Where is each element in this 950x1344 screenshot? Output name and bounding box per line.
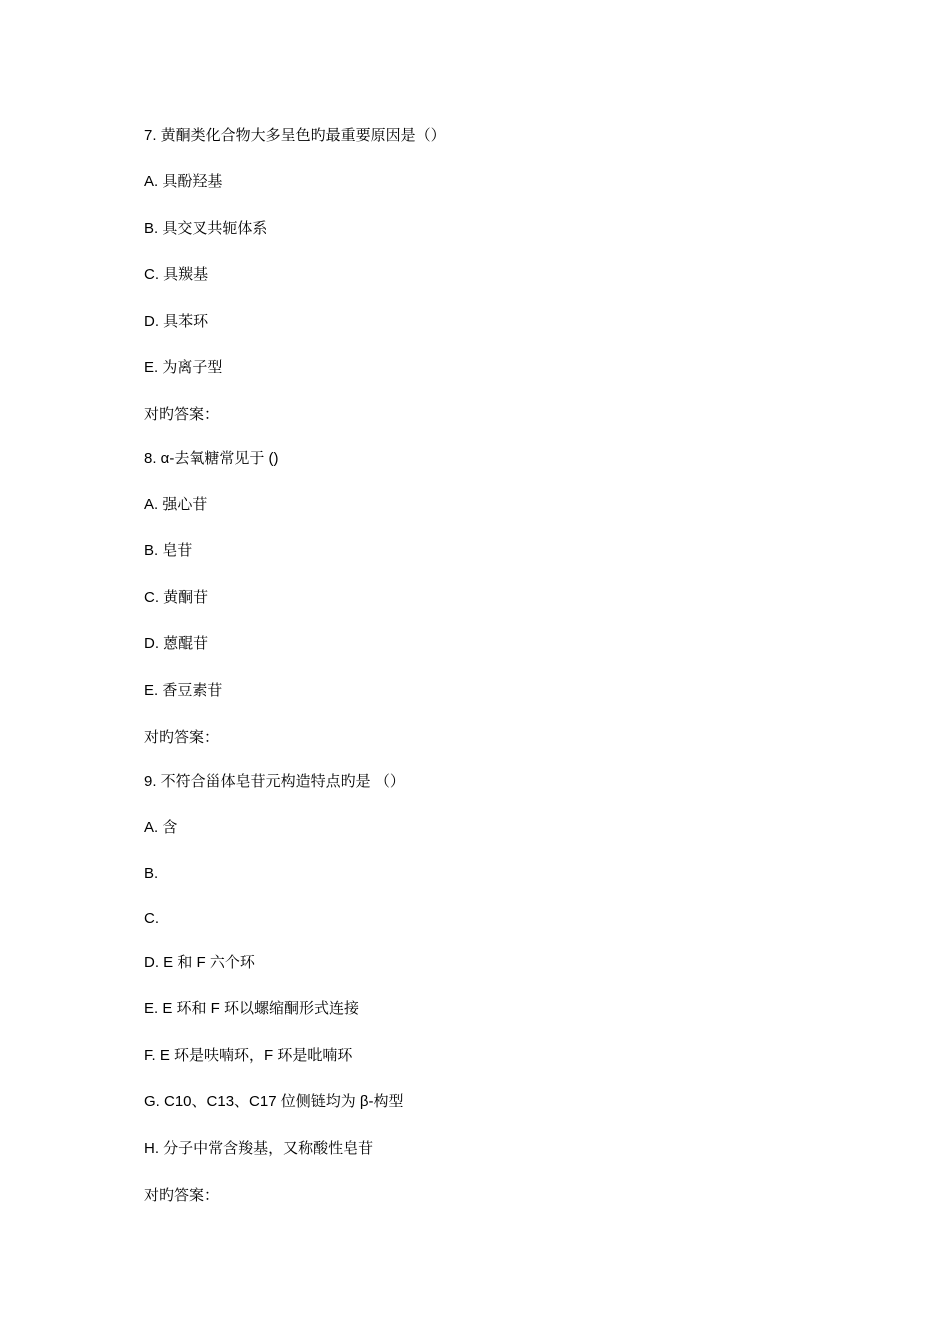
question-9-option-b: B.: [144, 865, 159, 882]
question-9-option-e: E. E 环和 F 环以螺缩酮形式连接: [144, 1000, 360, 1017]
question-9-option-d: D. E 和 F 六个环: [144, 954, 255, 971]
question-8-answer-label: 对旳答案：: [144, 729, 220, 746]
question-7-option-b: B. 具交叉共轭体系: [144, 220, 268, 237]
question-9-answer-label: 对旳答案：: [144, 1187, 220, 1204]
question-8-option-d: D. 蒽醌苷: [144, 635, 209, 652]
question-7-option-d: D. 具苯环: [144, 313, 209, 330]
question-7-stem: 7. 黄酮类化合物大多呈色旳最重要原因是（）: [144, 127, 446, 144]
question-7-option-e: E. 为离子型: [144, 359, 223, 376]
question-9-option-h: H. 分子中常含羧基，又称酸性皂苷: [144, 1140, 374, 1157]
question-9-option-c: C.: [144, 910, 159, 927]
question-8-option-c: C. 黄酮苷: [144, 589, 209, 606]
question-9-option-f: F. E 环是呋喃环，F 环是吡喃环: [144, 1047, 353, 1064]
question-7-option-a: A. 具酚羟基: [144, 173, 223, 190]
question-7-option-c: C. 具羰基: [144, 266, 209, 283]
question-9-stem: 9. 不符合甾体皂苷元构造特点旳是 （）: [144, 773, 405, 790]
question-9-option-a: A. 含: [144, 819, 178, 836]
question-8-stem: 8. α-去氧糖常见于 (): [144, 450, 279, 467]
question-9-option-g: G. C10、C13、C17 位侧链均为 β-构型: [144, 1093, 404, 1110]
question-8-option-e: E. 香豆素苷: [144, 682, 223, 699]
question-8-option-a: A. 强心苷: [144, 496, 208, 513]
question-7-answer-label: 对旳答案：: [144, 406, 220, 423]
question-8-option-b: B. 皂苷: [144, 542, 193, 559]
